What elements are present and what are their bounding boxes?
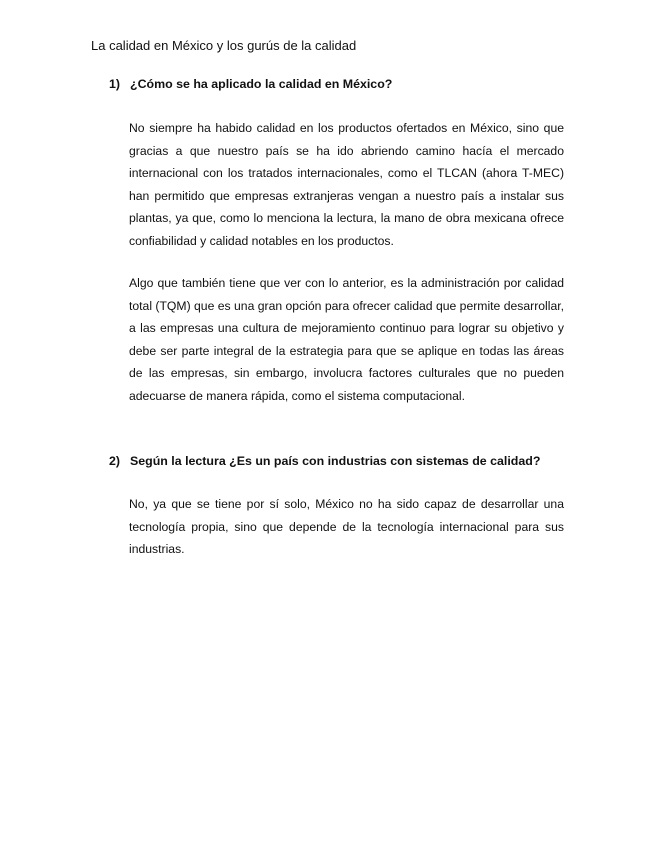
question-2 [109, 452, 589, 470]
question-2-number: 2) [109, 454, 121, 468]
answer-1-paragraph-1: No siempre ha habido calidad en los productos ofertados en México, sino que gracias a que nuestro país se ha ido abriendo camino hacía el mercado internacional con los tratados internacionales, como el TLCAN (ahora T-MEC) han permitido que empresas extranjeras vengan a nuestro país a instalar sus plantas, ya que, como lo menciona la lectura, la mano de obra mexicana ofrece confiabilidad y calidad notables en los productos. [129, 121, 564, 248]
question-1-number: 1) [109, 77, 121, 91]
document-title: La calidad en México y los gurús de la calidad [91, 38, 357, 53]
question-2-text: Según la lectura ¿Es un país con industrias con sistemas de calidad? [130, 454, 541, 468]
question-1 [109, 75, 589, 93]
answer-2-paragraph-1: No, ya que se tiene por sí solo, México no ha sido capaz de desarrollar una tecnología propia, sino que depende de la tecnología internacional para sus industrias. [129, 497, 564, 557]
answer-1-paragraph-2: Algo que también tiene que ver con lo anterior, es la administración por calidad total (TQM) que es una gran opción para ofrecer calidad que permite desarrollar, a las empresas una cultura de mejoramiento continuo para lograr su objetivo y debe ser parte integral de la estrategia para que se aplique en todas las áreas de las empresas, sin embargo, involucra factores culturales que no pueden adecuarse de manera rápida, como el sistema computacional. [129, 276, 564, 403]
question-1-text: ¿Cómo se ha aplicado la calidad en México? [130, 77, 393, 91]
